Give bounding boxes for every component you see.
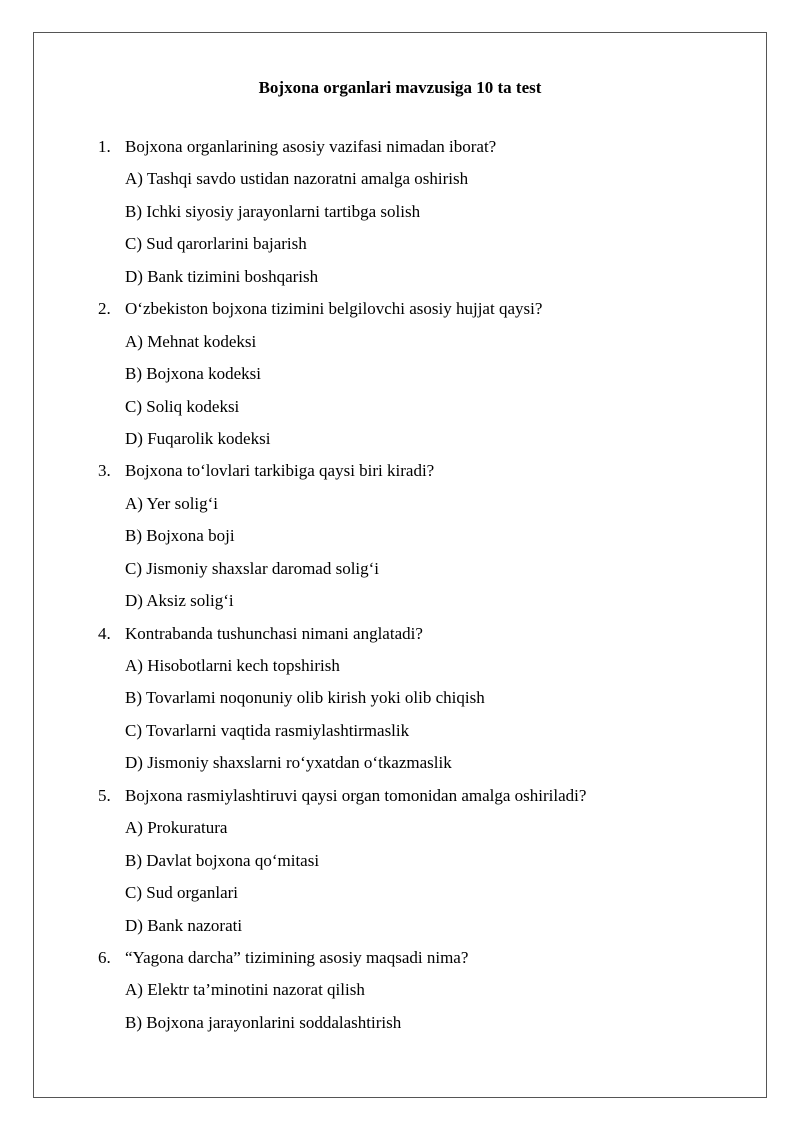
answer-option: D) Bank nazorati [125, 915, 243, 935]
answer-option-line [0, 979, 800, 1011]
question-text: “Yagona darcha” tizimining asosiy maqsadi nima? [125, 947, 469, 967]
answer-option-line [0, 396, 800, 428]
question-text: Bojxona organlarining asosiy vazifasi nimadan iborat? [125, 137, 497, 156]
answer-option-line [0, 493, 800, 525]
question-item [0, 947, 800, 1044]
answer-option: D) Aksiz solig‘i [125, 591, 234, 611]
answer-option-line [0, 687, 800, 719]
question-number: 3. [98, 461, 111, 481]
question-number: 5. [98, 785, 111, 805]
answer-option-line [0, 882, 800, 914]
answer-option: A) Hisobotlarni kech topshirish [125, 656, 340, 675]
answer-option: B) Davlat bojxona qo‘mitasi [125, 850, 320, 870]
answer-option-line [0, 168, 800, 200]
answer-option: C) Sud qarorlarini bajarish [125, 234, 307, 254]
answer-option: A) Mehnat kodeksi [125, 331, 257, 351]
answer-option: D) Bank tizimini boshqarish [125, 266, 319, 286]
question-item [0, 785, 800, 947]
question-number: 6. [98, 947, 111, 967]
answer-option-line [0, 915, 800, 947]
question-item [0, 623, 800, 785]
answer-option-line [0, 201, 800, 233]
answer-option: D) Fuqarolik kodeksi [125, 428, 271, 448]
question-number: 1. [98, 137, 111, 156]
document-title: Bojxona organlari mavzusiga 10 ta test [258, 78, 542, 97]
answer-option-line [0, 331, 800, 363]
answer-option-line [0, 817, 800, 849]
answer-option: A) Prokuratura [125, 818, 228, 838]
question-line [0, 136, 800, 168]
answer-option-line [0, 266, 800, 298]
answer-option-line [0, 558, 800, 590]
question-text: Bojxona to‘lovlari tarkibiga qaysi biri kiradi? [125, 461, 435, 481]
answer-option-line [0, 590, 800, 622]
answer-option: C) Sud organlari [125, 883, 239, 903]
answer-option: C) Jismoniy shaxslar daromad solig‘i [125, 558, 380, 578]
question-text: Kontrabanda tushunchasi nimani anglatadi? [125, 623, 423, 643]
answer-option: A) Tashqi savdo ustidan nazoratni amalga oshirish [125, 169, 469, 189]
answer-option-line [0, 850, 800, 882]
question-item [0, 460, 800, 622]
question-text: O‘zbekiston bojxona tizimini belgilovchi asosiy hujjat qaysi? [125, 299, 543, 319]
answer-option: A) Elektr ta’minotini nazorat qilish [125, 980, 365, 1000]
question-line [0, 947, 800, 979]
answer-option-line [0, 428, 800, 460]
question-item [0, 136, 800, 298]
answer-option: A) Yer solig‘i [125, 493, 219, 513]
answer-option: B) Bojxona jarayonlarini soddalashtirish [125, 1012, 402, 1032]
answer-option: C) Soliq kodeksi [125, 396, 240, 416]
answer-option: B) Bojxona kodeksi [125, 364, 261, 384]
answer-option-line [0, 752, 800, 784]
question-line [0, 460, 800, 492]
answer-option-line [0, 720, 800, 752]
answer-option-line [0, 525, 800, 557]
question-number: 4. [98, 623, 111, 643]
answer-option: D) Jismoniy shaxslarni ro‘yxatdan o‘tkazmaslik [125, 753, 452, 773]
question-text: Bojxona rasmiylashtiruvi qaysi organ tomonidan amalga oshiriladi? [125, 785, 587, 805]
question-line [0, 298, 800, 330]
answer-option-line [0, 655, 800, 687]
answer-option: B) Tovarlami noqonuniy olib kirish yoki olib chiqish [125, 688, 485, 708]
question-number: 2. [98, 299, 111, 319]
question-line [0, 623, 800, 655]
answer-option: B) Bojxona boji [125, 526, 235, 546]
answer-option-line [0, 1012, 800, 1044]
question-list [0, 136, 800, 1044]
question-item [0, 298, 800, 460]
answer-option-line [0, 363, 800, 395]
answer-option: B) Ichki siyosiy jarayonlarni tartibga solish [125, 201, 421, 221]
question-line [0, 785, 800, 817]
answer-option: C) Tovarlarni vaqtida rasmiylashtirmaslik [125, 720, 410, 740]
answer-option-line [0, 233, 800, 265]
